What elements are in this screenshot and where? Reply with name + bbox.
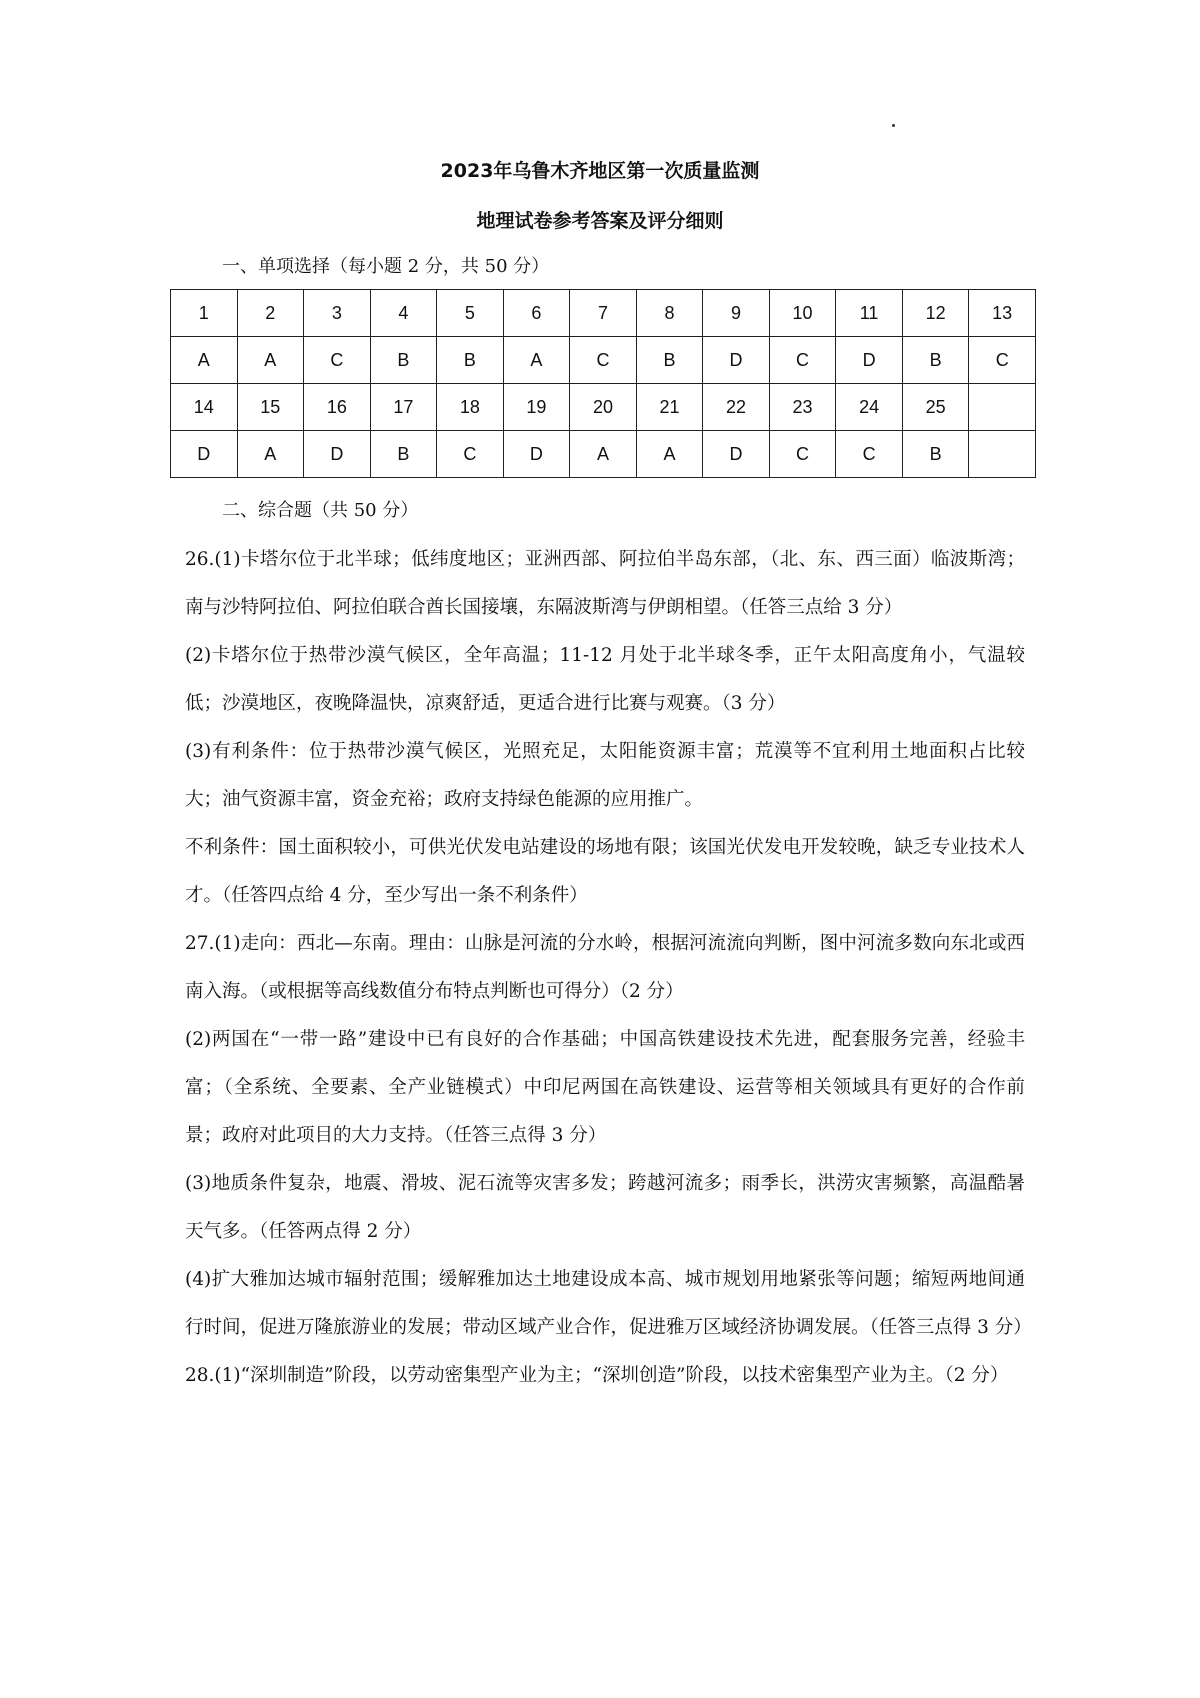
question-number-cell: 2 [237,290,304,337]
paragraph: (4)扩大雅加达城市辐射范围；缓解雅加达土地建设成本高、城市规划用地紧张等问题；缩短两地间通行时间，促进万隆旅游业的发展；带动区域产业合作，促进雅万区域经济协调发展。（任答三点得 3 分） [185,1269,1032,1338]
answer-cell: A [237,431,304,478]
scan-dot [892,124,895,127]
answer-row [171,431,1036,478]
question-number-cell: 23 [769,384,836,431]
paragraph: 27.(1)走向：西北—东南。理由：山脉是河流的分水岭，根据河流流向判断，图中河流多数向东北或西南入海。（或根据等高线数值分布特点判断也可得分）（2 分） [185,933,1025,1002]
answer-cell: D [304,431,371,478]
question-number-cell: 15 [237,384,304,431]
answer-cell: C [836,431,903,478]
question-number-cell: 25 [902,384,969,431]
question-number-cell: 8 [636,290,703,337]
question-number-cell: 18 [437,384,504,431]
answer-cell: D [703,337,770,384]
question-number-row [171,384,1036,431]
answer-cell: B [902,337,969,384]
question-number-cell: 1 [171,290,238,337]
answer-cell: B [636,337,703,384]
question-number-cell: 13 [969,290,1036,337]
answer-cell: D [503,431,570,478]
question-number-cell: 12 [902,290,969,337]
question-number-cell: 22 [703,384,770,431]
section-heading-choice: 一、单项选择（每小题 2 分，共 50 分） [222,256,550,277]
question-number-cell: 5 [437,290,504,337]
answer-cell: C [969,337,1036,384]
answer-cell: A [171,337,238,384]
document-title: 2023年乌鲁木齐地区第一次质量监测 [440,160,760,182]
question-number-cell: 6 [503,290,570,337]
answer-cell: D [171,431,238,478]
answer-cell: D [836,337,903,384]
answer-cell: B [370,431,437,478]
answer-body-text [185,536,1032,1400]
answer-table [170,289,1036,478]
question-number-cell: 24 [836,384,903,431]
answer-cell: A [570,431,637,478]
question-number-cell: 17 [370,384,437,431]
answer-cell: C [769,431,836,478]
question-number-cell: 21 [636,384,703,431]
answer-cell: A [503,337,570,384]
answer-cell: B [902,431,969,478]
question-number-cell [969,384,1036,431]
document-subtitle: 地理试卷参考答案及评分细则 [476,210,724,232]
answer-cell [969,431,1036,478]
paragraph: 28.(1)“深圳制造”阶段，以劳动密集型产业为主；“深圳创造”阶段，以技术密集型产业为主。（2 分） [185,1365,1009,1386]
question-number-cell: 14 [171,384,238,431]
question-number-cell: 20 [570,384,637,431]
paragraph: 不利条件：国土面积较小，可供光伏发电站建设的场地有限；该国光伏发电开发较晚，缺乏专业技术人才。（任答四点给 4 分，至少写出一条不利条件） [185,837,1025,906]
question-number-cell: 3 [304,290,371,337]
answer-cell: D [703,431,770,478]
paragraph: (2)两国在“一带一路”建设中已有良好的合作基础；中国高铁建设技术先进，配套服务完善，经验丰富；（全系统、全要素、全产业链模式）中印尼两国在高铁建设、运营等相关领域具有更好的合作前景；政府对此项目的大力支持。（任答三点得 3 分） [185,1029,1025,1146]
question-number-cell: 7 [570,290,637,337]
answer-cell: B [370,337,437,384]
answer-cell: A [237,337,304,384]
paragraph: (2)卡塔尔位于热带沙漠气候区，全年高温；11-12 月处于北半球冬季，正午太阳高度角小，气温较低；沙漠地区，夜晚降温快，凉爽舒适，更适合进行比赛与观赛。（3 分） [185,645,1025,714]
question-number-cell: 11 [836,290,903,337]
paragraph: (3)地质条件复杂，地震、滑坡、泥石流等灾害多发；跨越河流多；雨季长，洪涝灾害频繁，高温酷暑天气多。（任答两点得 2 分） [185,1173,1025,1242]
answer-cell: A [636,431,703,478]
question-number-cell: 19 [503,384,570,431]
answer-cell: B [437,337,504,384]
answer-cell: C [570,337,637,384]
section-heading-comprehensive: 二、综合题（共 50 分） [222,500,419,521]
paragraph: 26.(1)卡塔尔位于北半球；低纬度地区；亚洲西部、阿拉伯半岛东部，（北、东、西三面）临波斯湾；南与沙特阿拉伯、阿拉伯联合酋长国接壤，东隔波斯湾与伊朗相望。（任答三点给 3 分） [185,549,1025,618]
answer-row [171,337,1036,384]
question-number-cell: 4 [370,290,437,337]
question-number-row [171,290,1036,337]
answer-cell: C [304,337,371,384]
question-number-cell: 10 [769,290,836,337]
paragraph: (3)有利条件：位于热带沙漠气候区，光照充足，太阳能资源丰富；荒漠等不宜利用土地面积占比较大；油气资源丰富，资金充裕；政府支持绿色能源的应用推广。 [185,741,1025,810]
question-number-cell: 9 [703,290,770,337]
question-number-cell: 16 [304,384,371,431]
answer-cell: C [437,431,504,478]
answer-cell: C [769,337,836,384]
